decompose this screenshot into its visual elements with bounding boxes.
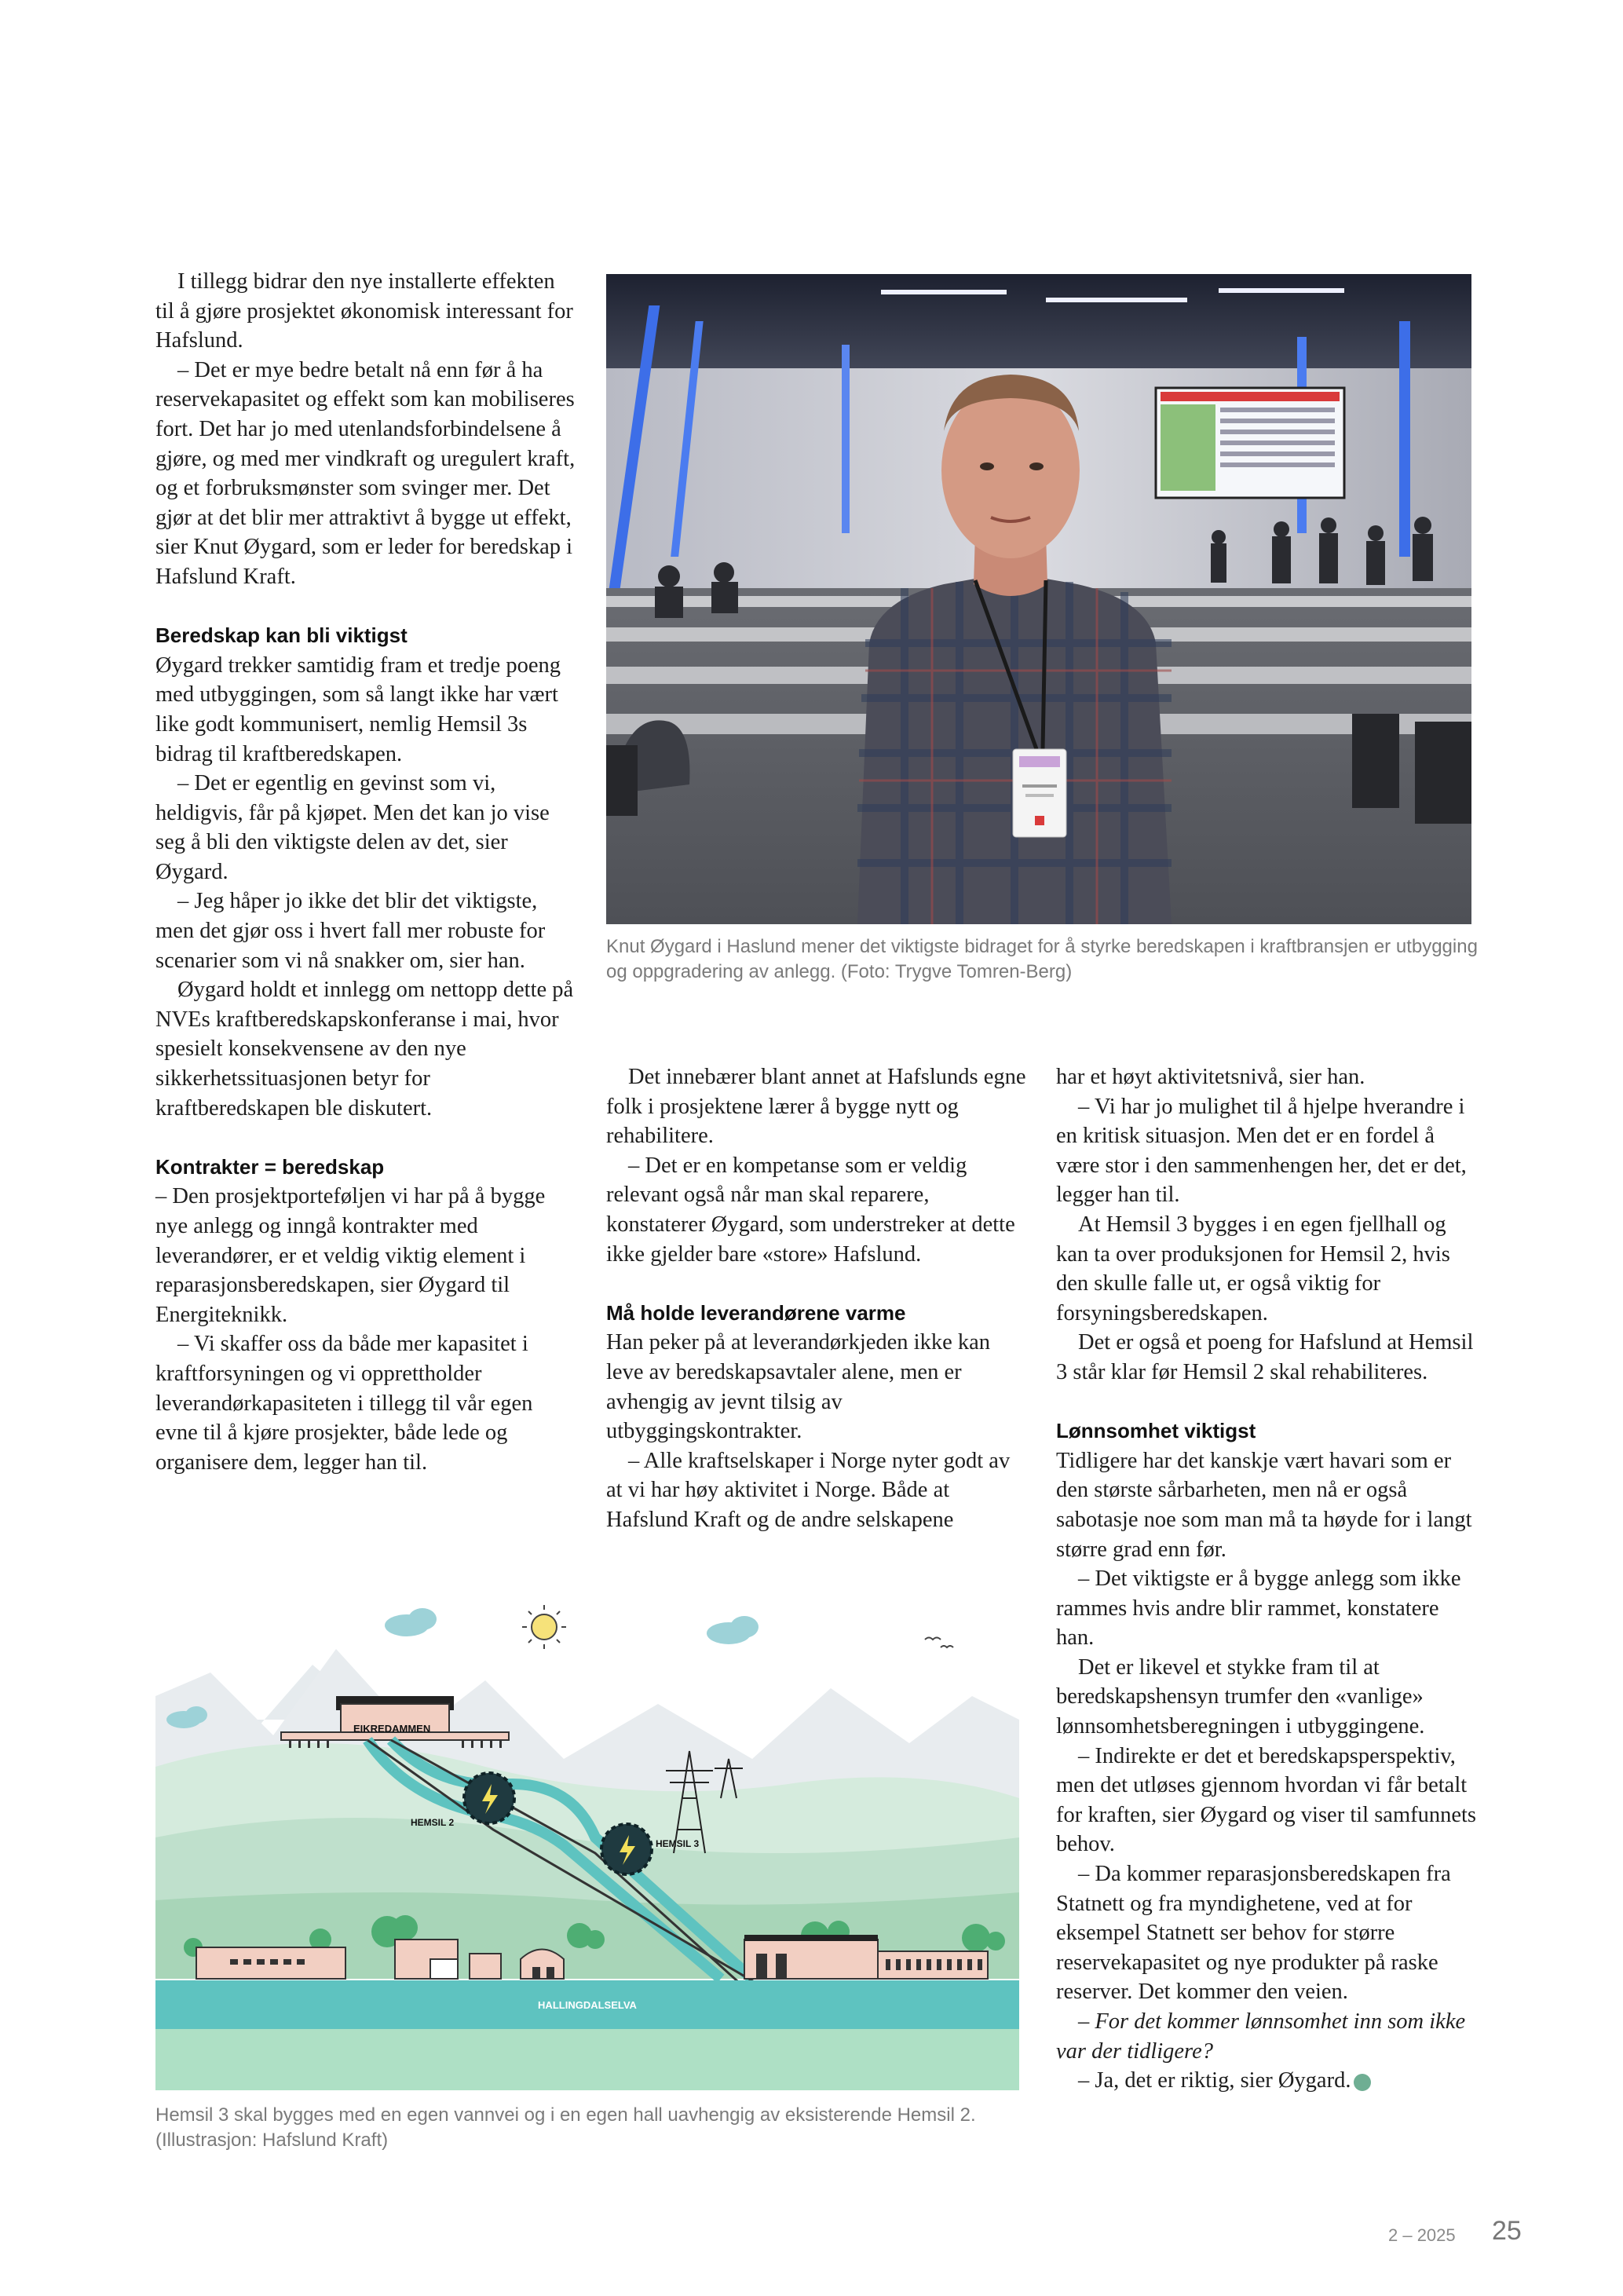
article-column-2 [606, 1062, 1026, 1535]
article-photo [606, 274, 1471, 924]
paragraph: Det innebærer blant annet at Hafslunds egne folk i prosjektene lærer å bygge nytt og rehabilitere. [606, 1065, 1026, 1149]
dam-label: EIKREDAMMEN [353, 1723, 431, 1735]
subheading: Beredskap kan bli viktigst [155, 623, 408, 648]
interview-question: – For det kommer lønnsomhet inn som ikke var der tidligere? [1056, 2009, 1466, 2064]
illustration-caption: Hemsil 3 skal bygges med en egen vannvei og i en egen hall uavhengig av eksisterende Hemsil 2. (Illustrasjon: Hafslund Kraft) [155, 2104, 976, 2151]
paragraph: Øygard trekker samtidig fram et tredje poeng med utbyggingen, som så langt ikke har vært like godt kommunisert, nemlig Hemsil 3s bidrag til kraftberedskapen. [155, 653, 561, 766]
paragraph: – Jeg håper jo ikke det blir det viktigste, men det gjør oss i hvert fall mer robuste for scenarier som vi nå snakker om, sier han. [155, 889, 546, 973]
paragraph: I tillegg bidrar den nye installerte effekten til å gjøre prosjektet økonomisk interessant for Hafslund. [155, 269, 573, 353]
paragraph: Det er også et poeng for Hafslund at Hemsil 3 står klar før Hemsil 2 skal rehabiliteres. [1056, 1330, 1474, 1384]
subheading: Lønnsomhet viktigst [1056, 1419, 1256, 1443]
paragraph: – Indirekte er det et beredskapsperspektiv, men det utløses gjennom hvordan vi får betalt for kraften, sier Øygard og viser til samfunnets behov. [1056, 1743, 1477, 1857]
hydropower-illustration [155, 1602, 1019, 2090]
article-column-3 [1056, 1062, 1480, 2096]
end-mark-icon: e [1354, 2074, 1371, 2091]
sun-icon [522, 1605, 566, 1649]
subheading: Må holde leverandørene varme [606, 1300, 906, 1325]
hemsil2-label: HEMSIL 2 [411, 1817, 455, 1828]
turbine-hemsil3-icon [601, 1824, 652, 1874]
paragraph: har et høyt aktivitetsnivå, sier han. [1056, 1065, 1365, 1089]
hemsil3-label: HEMSIL 3 [656, 1838, 700, 1849]
paragraph: – Da kommer reparasjonsberedskapen fra Statnett og fra myndighetene, ved at for eksempel Statnett ser behov for større reservekapasitet og nye produkter på raske reserver. Det kommer den veien. [1056, 1862, 1451, 2005]
paragraph: Han peker på at leverandørkjeden ikke kan leve av beredskapsavtaler alene, men er avhengig av jevnt tilsig av utbyggingskontrakter. [606, 1330, 991, 1444]
paragraph: – Den prosjektporteføljen vi har på å bygge nye anlegg og inngå kontrakter med leverandører, er et veldig viktig element i reparasjonsberedskapen, sier Øygard til Energiteknikk. [155, 1184, 546, 1327]
turbine-hemsil2-icon [464, 1773, 514, 1823]
paragraph: At Hemsil 3 bygges i en egen fjellhall og kan ta over produksjonen for Hemsil 2, hvis den skulle falle ut, er også viktig for forsyningsberedskapen. [1056, 1212, 1450, 1325]
river-label: HALLINGDALSELVA [538, 1999, 637, 2011]
paragraph: Det er likevel et stykke fram til at beredskapshensyn trumfer den «vanlige» lønnsomhetsberegningen i utbyggingene. [1056, 1654, 1425, 1739]
subheading: Kontrakter = beredskap [155, 1154, 385, 1179]
paragraph: – Det er en kompetanse som er veldig relevant også når man skal reparere, konstaterer Øygard, som understreker at dette ikke gjelder bare «store» Hafslund. [606, 1153, 1015, 1267]
hemsil-diagram [155, 1602, 1019, 2090]
photo-caption: Knut Øygard i Haslund mener det viktigste bidraget for å styrke beredskapen i kraftbransjen er utbygging og oppgradering av anlegg. (Foto: Trygve Tomren-Berg) [606, 936, 1478, 982]
paragraph-text: – Ja, det er riktig, sier Øygard. [1078, 2068, 1351, 2093]
conference-hall-photo [606, 274, 1471, 924]
paragraph: Øygard holdt et innlegg om nettopp dette på NVEs kraftberedskapskonferanse i mai, hvor spesielt konsekvensene av den nye sikkerhetssituasjonen betyr for kraftberedskapen ble diskutert. [155, 978, 574, 1121]
paragraph: – Det viktigste er å bygge anlegg som ikke rammes hvis andre blir rammet, konstatere han. [1056, 1567, 1461, 1651]
page-number: 25 [1492, 2216, 1522, 2246]
paragraph: – Det er egentlig en gevinst som vi, heldigvis, får på kjøpet. Men det kan jo vise seg å bli den viktigste delen av det, sier Øygard. [155, 771, 550, 884]
paragraph: – Det er mye bedre betalt nå enn før å ha reservekapasitet og effekt som kan mobiliseres fort. Det har jo med utenlandsforbindelsene å gjøre, og med mer vindkraft og uregulert kraft, og et forbruksmønster som svinger mer. Det gjør at det blir mer attraktivt å bygge ut effekt, sier Knut Øygard, som er leder for beredskap i Hafslund Kraft. [155, 357, 576, 589]
issue-number: 2 – 2025 [1388, 2225, 1456, 2245]
paragraph: – Vi har jo mulighet til å hjelpe hverandre i en kritisk situasjon. Men det er en fordel å være stor i den sammenhengen her, det er det, legger han til. [1056, 1094, 1467, 1208]
paragraph: – Vi skaffer oss da både mer kapasitet i kraftforsyningen og vi opprettholder leverandørkapasiteten i tillegg til vår egen evne til å kjøre prosjekter, både lede og organisere dem, legger han til. [155, 1332, 533, 1475]
article-column-1 [155, 267, 576, 1477]
paragraph: Tidligere har det kanskje vært havari som er den største sårbarheten, men nå er også sabotasje noe som man må ta høyde for i langt større grad enn før. [1056, 1448, 1472, 1562]
paragraph-final [1056, 2066, 1480, 2096]
paragraph: – Alle kraftselskaper i Norge nyter godt av at vi har høy aktivitet i Norge. Både at Hafslund Kraft og de andre selskapene [606, 1448, 1011, 1532]
